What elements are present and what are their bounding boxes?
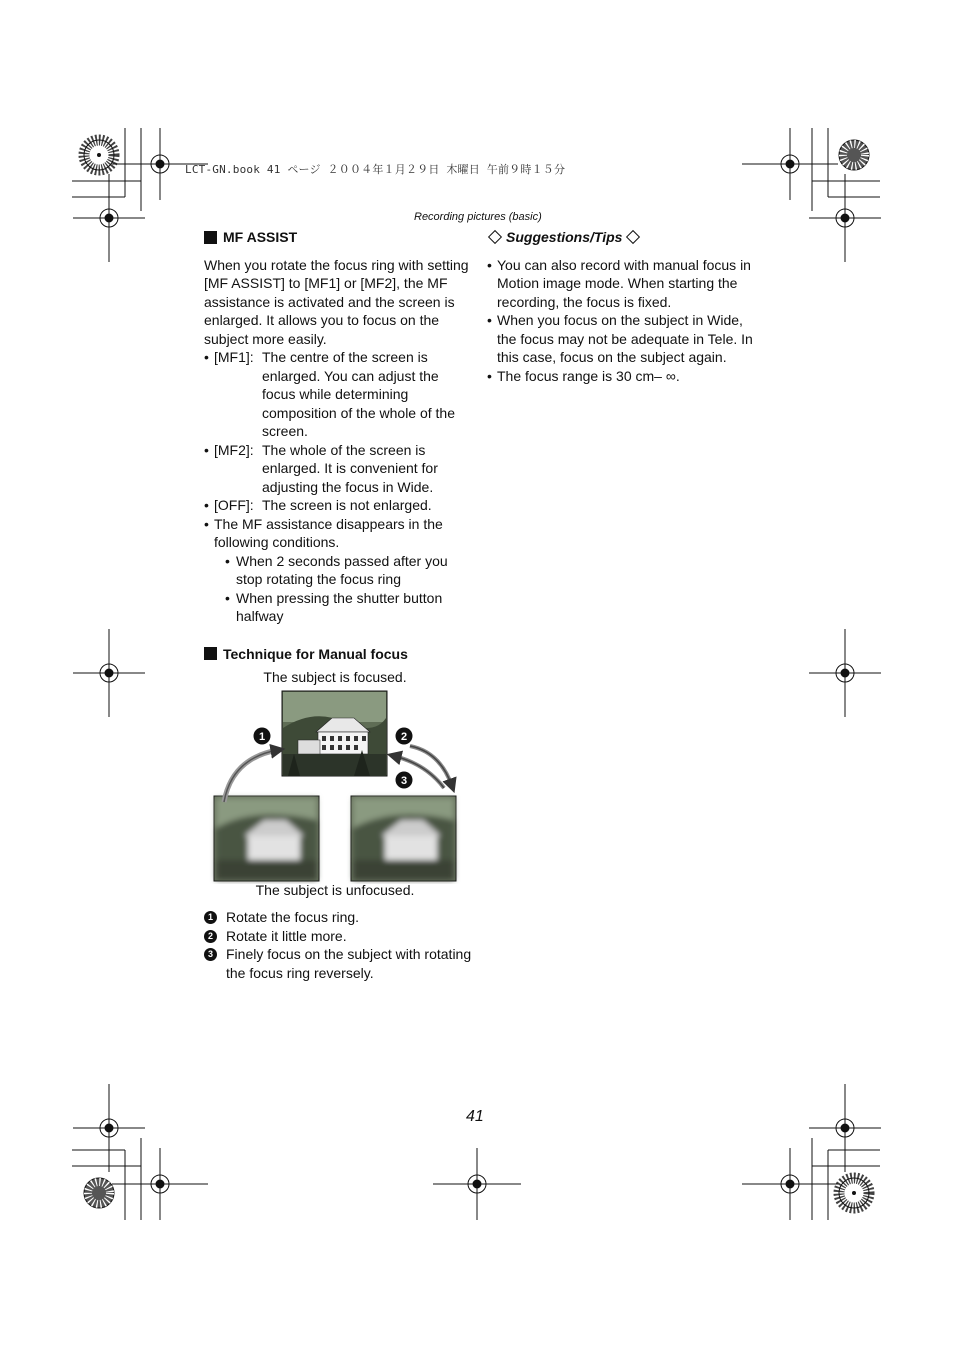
focused-photo (282, 691, 387, 776)
page-number: 41 (466, 1108, 484, 1125)
diamond-icon (488, 230, 502, 244)
square-bullet-icon (204, 231, 217, 244)
list-item: • You can also record with manual focus in Motion image mode. When starting the recording, the focus is fixed. (487, 256, 757, 312)
arrow-1-icon (224, 750, 278, 802)
list-item: • The MF assistance disappears in the following conditions. (204, 515, 476, 552)
list-item: 2 Rotate it little more. (204, 927, 476, 946)
mf-options-list (204, 348, 476, 626)
caption-unfocused: The subject is unfocused. (255, 882, 415, 898)
steps-list (204, 908, 476, 982)
list-item: 1 Rotate the focus ring. (204, 908, 476, 927)
square-bullet-icon (204, 647, 217, 660)
technique-heading: Technique for Manual focus (204, 645, 476, 664)
focus-diagram (204, 688, 476, 884)
list-item: • [OFF]: The screen is not enlarged. (204, 496, 476, 515)
list-item: • When pressing the shutter button halfway (204, 589, 476, 626)
list-item: • When you focus on the subject in Wide, the focus may not be adequate in Tele. In this case, focus on the subject again. (487, 311, 757, 367)
svg-text:1: 1 (258, 731, 266, 743)
svg-text:3: 3 (400, 775, 408, 787)
print-info-line: LCT-GN.book 41 ページ ２００４年１月２９日 木曜日 午前９時１５分 (185, 163, 566, 176)
step-marker-1-icon (254, 728, 271, 745)
left-column (204, 228, 476, 672)
unfocused-photo-right (351, 796, 456, 881)
list-item: • The focus range is 30 cm– ∞. (487, 367, 757, 386)
list-item: 3 Finely focus on the subject with rotating the focus ring reversely. (204, 945, 476, 982)
caption-focused: The subject is focused. (263, 669, 407, 685)
diamond-icon (626, 230, 640, 244)
svg-text:2: 2 (400, 731, 408, 743)
list-item: • [MF2]: The whole of the screen is enlarged. It is convenient for adjusting the focus in Wide. (204, 441, 476, 497)
mf-assist-intro: When you rotate the focus ring with setting [MF ASSIST] to [MF1] or [MF2], the MF assistance is activated and the screen is enlarged. It allows you to focus on the subject more easily. (204, 256, 469, 347)
unfocused-photo-left (214, 796, 319, 881)
section-header: Recording pictures (basic) (414, 211, 542, 223)
step-marker-2-icon (396, 728, 413, 745)
tips-heading: Suggestions/Tips (487, 228, 757, 247)
list-item: • When 2 seconds passed after you stop rotating the focus ring (204, 552, 476, 589)
focus-diagram-svg (204, 688, 476, 884)
list-item: • [MF1]: The centre of the screen is enlarged. You can adjust the focus while determining composition of the whole of the screen. (204, 348, 476, 441)
mf-assist-heading: MF ASSIST (204, 228, 476, 247)
right-column (487, 228, 757, 385)
step-marker-3-icon (396, 772, 413, 789)
tips-list (487, 256, 757, 386)
